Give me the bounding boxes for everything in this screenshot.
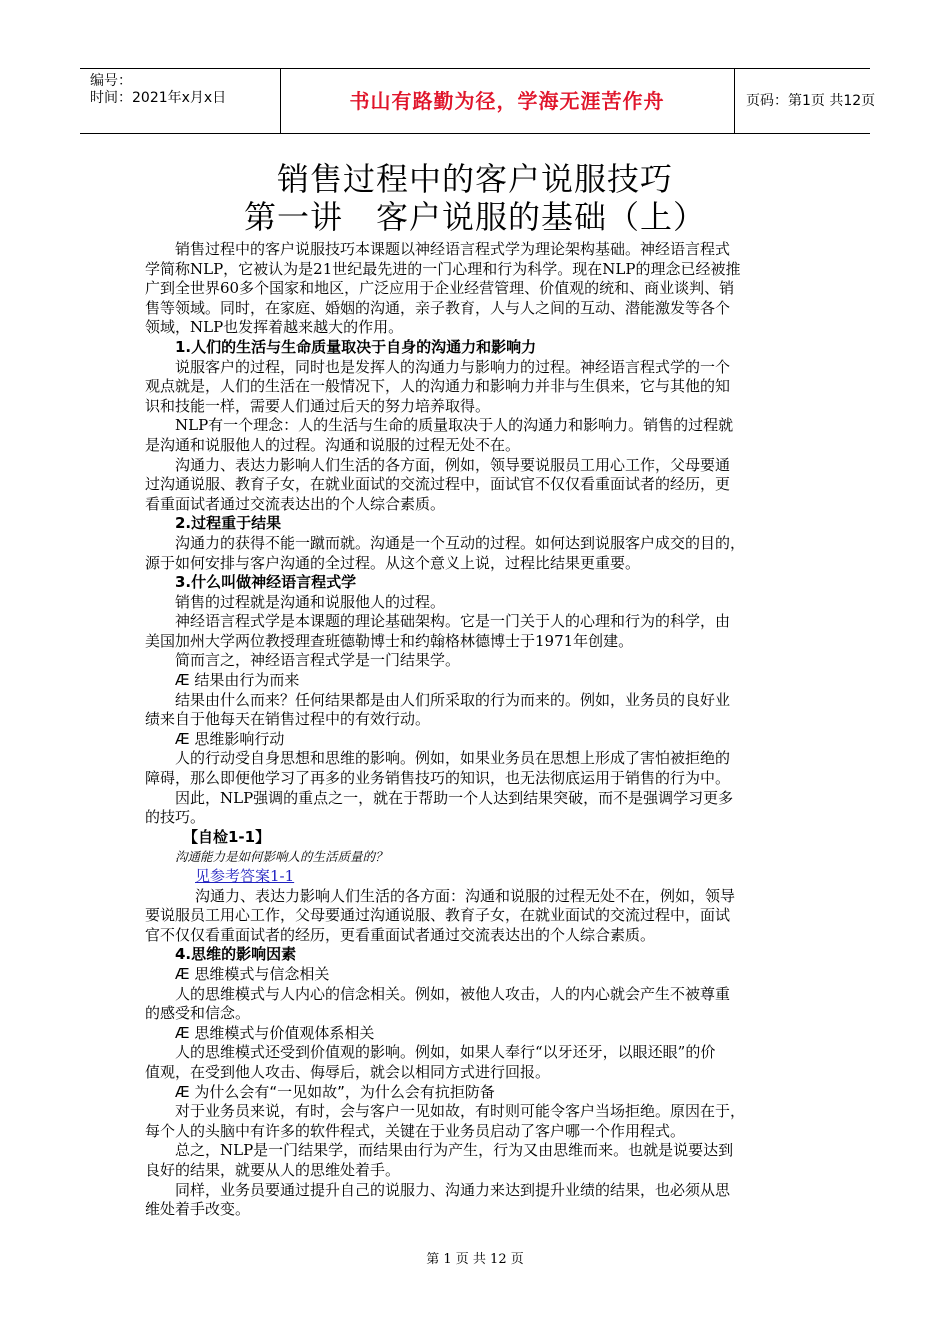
body-text-line: 沟通力、表达力影响人们生活的各方面：沟通和说服的过程无处不在，例如，领导 xyxy=(195,886,736,905)
document-title: 销售过程中的客户说服技巧 xyxy=(276,160,673,198)
body-text-line: 领域，NLP也发挥着越来越大的作用。 xyxy=(145,318,404,337)
body-text-line: 总之，NLP是一门结果学，而结果由行为产生，行为又由思维而来。也就是说要达到 xyxy=(175,1141,734,1160)
bullet-item: Æ 结果由行为而来 xyxy=(175,671,300,690)
body-text-line: 美国加州大学两位教授理查班德勒博士和约翰格林德博士于1971年创建。 xyxy=(145,631,634,650)
body-text-line: 说服客户的过程，同时也是发挥人的沟通力与影响力的过程。神经语言程式学的一个 xyxy=(175,357,731,376)
bullet-item: Æ 思维影响行动 xyxy=(175,729,285,748)
section-heading: 1.人们的生活与生命质量取决于自身的沟通力和影响力 xyxy=(175,337,537,356)
body-text-line: 售等领域。同时，在家庭、婚姻的沟通，亲子教育，人与人之间的互动、潜能激发等各个 xyxy=(145,298,731,317)
header-page-info xyxy=(734,69,876,133)
answer-link[interactable]: 见参考答案1-1 xyxy=(195,867,295,885)
document-body xyxy=(145,240,810,1220)
body-text-line: 观点就是，人们的生活在一般情况下，人的沟通力和影响力并非与生俱来，它与其他的知 xyxy=(145,377,731,396)
bullet-item: Æ 为什么会有“一见如故”，为什么会有抗拒防备 xyxy=(175,1082,495,1101)
self-check-label: 【自检1-1】 xyxy=(183,827,271,846)
body-text-line: 人的思维模式与人内心的信念相关。例如，被他人攻击，人的内心就会产生不被尊重 xyxy=(175,984,731,1003)
body-text-line: 的感受和信念。 xyxy=(145,1004,251,1023)
body-text-line: 每个人的头脑中有许多的软件程式，关键在于业务员启动了客户哪一个作用程式。 xyxy=(145,1121,686,1140)
self-check-question: 沟通能力是如何影响人的生活质量的？ xyxy=(175,849,388,865)
section-heading: 2.过程重于结果 xyxy=(175,514,282,533)
body-text-line: 人的行动受自身思想和思维的影响。例如，如果业务员在思想上形成了害怕被拒绝的 xyxy=(175,749,731,768)
number-label: 编号： xyxy=(90,73,132,89)
lecture-title: 第一讲 客户说服的基础（上） xyxy=(243,198,706,236)
body-text-line: 销售的过程就是沟通和说服他人的过程。 xyxy=(175,592,446,611)
body-text-line: 障碍，那么即便他学习了再多的业务销售技巧的知识，也无法彻底运用于销售的行为中。 xyxy=(145,769,731,788)
bullet-item: Æ 思维模式与信念相关 xyxy=(175,964,330,983)
section-heading: 3.什么叫做神经语言程式学 xyxy=(175,573,357,592)
body-text-line: 要说服员工用心工作，父母要通过沟通说服、教育子女，在就业面试的交流过程中，面试 xyxy=(145,906,731,925)
motto-text: 书山有路勤为径，学海无涯苦作舟 xyxy=(349,89,665,113)
body-text-line: 沟通力、表达力影响人们生活的各方面，例如，领导要说服员工用心工作，父母要通 xyxy=(175,455,731,474)
document-titles xyxy=(0,160,950,236)
bullet-item: Æ 思维模式与价值观体系相关 xyxy=(175,1023,375,1042)
section-heading: 4.思维的影响因素 xyxy=(175,945,297,964)
body-text-line: 学简称NLP，它被认为是21世纪最先进的一门心理和行为科学。现在NLP的理念已经被推 xyxy=(145,259,741,278)
body-text-line: 绩来自于他每天在销售过程中的有效行动。 xyxy=(145,710,431,729)
body-text-line: 维处着手改变。 xyxy=(145,1200,251,1219)
body-text-line: 销售过程中的客户说服技巧本课题以神经语言程式学为理论架构基础。神经语言程式 xyxy=(175,240,731,258)
body-text-line: 良好的结果，就要从人的思维处着手。 xyxy=(145,1160,401,1179)
page-footer: 第 1 页 共 12 页 xyxy=(426,1252,524,1267)
body-text-line: 沟通力的获得不能一蹴而就。沟通是一个互动的过程。如何达到说服客户成交的目的， xyxy=(175,533,746,552)
time-label: 时间：2021年x月x日 xyxy=(90,90,227,106)
page-header xyxy=(80,68,876,134)
body-text-line: 过沟通说服、教育子女，在就业面试的交流过程中，面试官不仅仅看重面试者的经历，更 xyxy=(145,475,731,494)
body-text-line: 看重面试者通过交流表达出的个人综合素质。 xyxy=(145,494,446,513)
body-text-line: 神经语言程式学是本课题的理论基础架构。它是一门关于人的心理和行为的科学，由 xyxy=(175,612,731,631)
header-meta xyxy=(80,69,281,133)
body-text-line: 简而言之，神经语言程式学是一门结果学。 xyxy=(175,651,461,670)
body-text-line: 是沟通和说服他人的过程。沟通和说服的过程无处不在。 xyxy=(145,435,521,454)
body-text-line: 官不仅仅看重面试者的经历，更看重面试者通过交流表达出的个人综合素质。 xyxy=(145,925,656,944)
page-info-text: 页码：第1页 共12页 xyxy=(746,93,876,109)
body-text-line: 源于如何安排与客户沟通的全过程。从这个意义上说，过程比结果更重要。 xyxy=(145,553,641,572)
body-text-line: 值观，在受到他人攻击、侮辱后，就会以相同方式进行回报。 xyxy=(145,1062,551,1081)
header-motto xyxy=(280,69,735,133)
body-text-line: 广到全世界60多个国家和地区，广泛应用于企业经营管理、价值观的统和、商业谈判、销 xyxy=(145,279,735,298)
body-text-line: 结果由什么而来？任何结果都是由人们所采取的行为而来的。例如，业务员的良好业 xyxy=(175,690,731,709)
body-text-line: 人的思维模式还受到价值观的影响。例如，如果人奉行“以牙还牙，以眼还眼”的价 xyxy=(175,1043,716,1062)
body-text-line: 对于业务员来说，有时，会与客户一见如故，有时则可能令客户当场拒绝。原因在于， xyxy=(175,1102,746,1121)
body-text-line: 因此，NLP强调的重点之一，就在于帮助一个人达到结果突破，而不是强调学习更多 xyxy=(175,788,734,807)
body-text-line: 识和技能一样，需要人们通过后天的努力培养取得。 xyxy=(145,396,491,415)
body-text-line: 的技巧。 xyxy=(145,808,206,827)
body-text-line: 同样，业务员要通过提升自己的说服力、沟通力来达到提升业绩的结果，也必须从思 xyxy=(175,1180,731,1199)
body-text-line: NLP有一个理念：人的生活与生命的质量取决于人的沟通力和影响力。销售的过程就 xyxy=(175,416,734,435)
